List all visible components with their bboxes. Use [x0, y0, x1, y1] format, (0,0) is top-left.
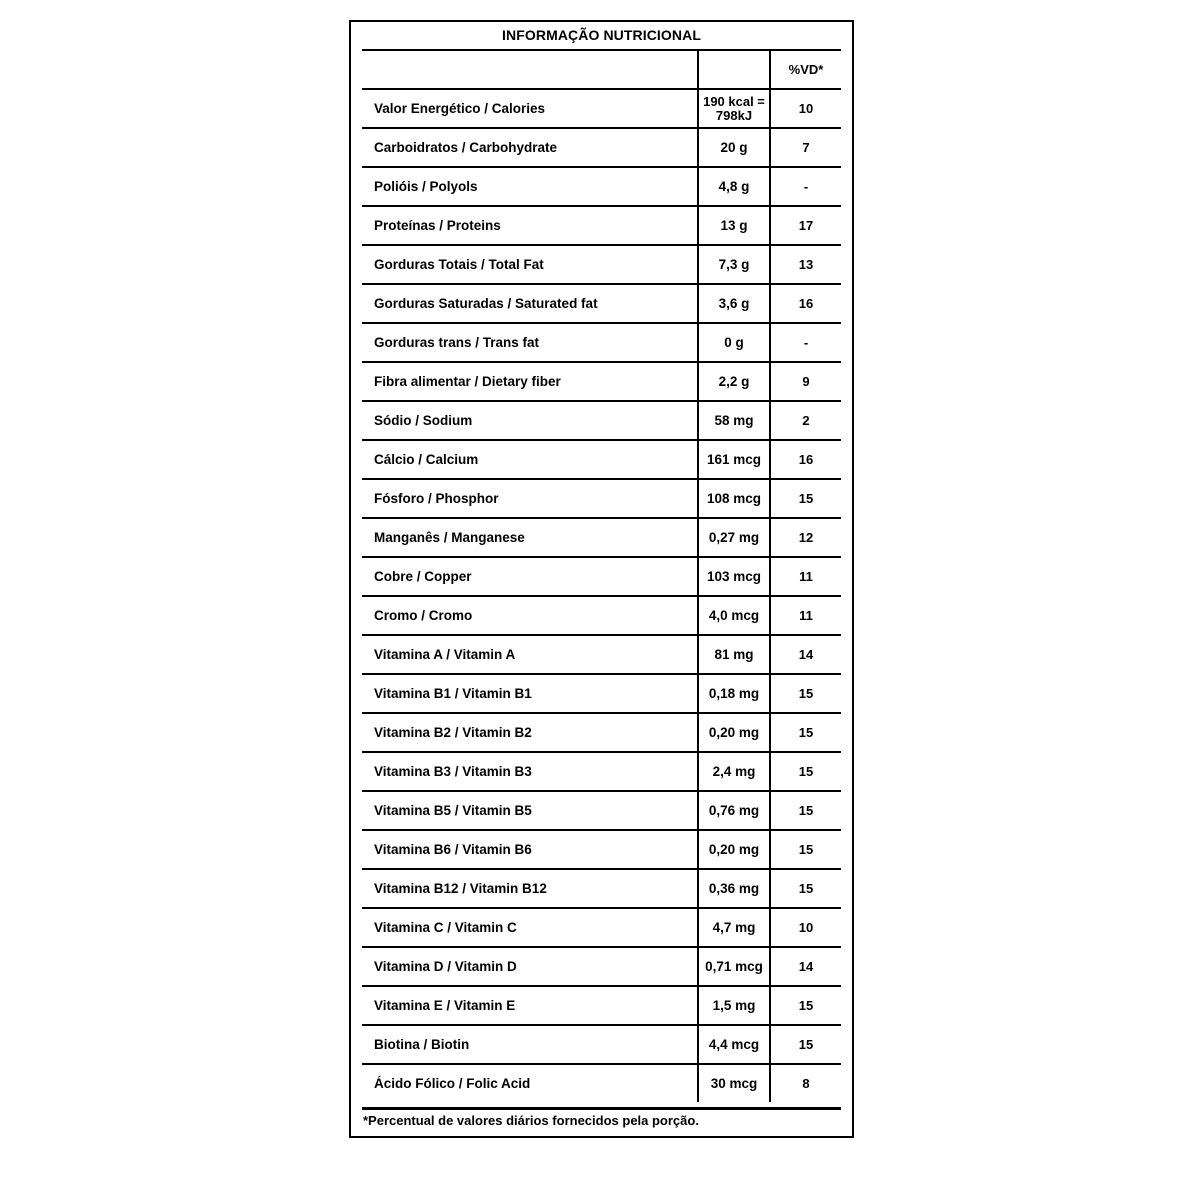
nutrient-amount: 161 mcg [699, 441, 771, 478]
nutrient-dv: 15 [798, 803, 814, 818]
nutrient-name: Gorduras Totais / Total Fat [362, 246, 699, 283]
nutrient-amount: 1,5 mg [699, 987, 771, 1024]
table-row [362, 792, 841, 831]
table-row [362, 168, 841, 207]
table-row [362, 597, 841, 636]
table-title: INFORMAÇÃO NUTRICIONAL [502, 27, 701, 43]
nutrient-dv: 15 [798, 1037, 814, 1052]
nutrient-amount: 0,18 mg [699, 675, 771, 712]
nutrient-amount: 0,20 mg [699, 714, 771, 751]
nutrient-name: Cálcio / Calcium [362, 441, 699, 478]
nutrient-name: Proteínas / Proteins [362, 207, 699, 244]
table-row [362, 870, 841, 909]
table-header-row [362, 51, 841, 90]
table-row [362, 285, 841, 324]
nutrient-amount: 0,20 mg [699, 831, 771, 868]
nutrient-dv: 16 [798, 296, 814, 311]
table-row [362, 519, 841, 558]
nutrient-dv: - [803, 179, 809, 194]
nutrition-facts-panel [349, 20, 854, 1138]
nutrient-dv: 8 [802, 1076, 810, 1091]
nutrient-name: Vitamina C / Vitamin C [362, 909, 699, 946]
table-row [362, 324, 841, 363]
table-row [362, 636, 841, 675]
nutrient-amount: 4,8 g [699, 168, 771, 205]
footnote: *Percentual de valores diários fornecidos pela porção. [363, 1113, 699, 1128]
header-dv-cell: %VD* [788, 62, 824, 77]
nutrient-name: Fósforo / Phosphor [362, 480, 699, 517]
header-nutrient-cell [362, 51, 699, 88]
nutrient-name: Cobre / Copper [362, 558, 699, 595]
table-row [362, 1065, 841, 1102]
nutrient-name: Ácido Fólico / Folic Acid [362, 1065, 699, 1102]
nutrient-amount: 108 mcg [699, 480, 771, 517]
table-row [362, 480, 841, 519]
nutrient-dv: 17 [798, 218, 814, 233]
nutrient-dv: 10 [798, 920, 814, 935]
table-row [362, 753, 841, 792]
nutrient-dv: 15 [798, 998, 814, 1013]
nutrient-amount: 0,27 mg [699, 519, 771, 556]
nutrient-dv: 15 [798, 725, 814, 740]
table-row [362, 441, 841, 480]
nutrient-amount: 58 mg [699, 402, 771, 439]
table-row [362, 246, 841, 285]
nutrient-amount: 13 g [699, 207, 771, 244]
nutrient-dv: 9 [802, 374, 810, 389]
nutrient-amount: 4,0 mcg [699, 597, 771, 634]
nutrient-dv: 2 [802, 413, 810, 428]
nutrient-name: Polióis / Polyols [362, 168, 699, 205]
nutrient-dv: 15 [798, 491, 814, 506]
table-row [362, 987, 841, 1026]
table-row [362, 207, 841, 246]
nutrient-dv: 10 [798, 101, 814, 116]
nutrient-name: Gorduras Saturadas / Saturated fat [362, 285, 699, 322]
nutrient-name: Biotina / Biotin [362, 1026, 699, 1063]
nutrient-amount: 4,4 mcg [699, 1026, 771, 1063]
nutrient-name: Vitamina B3 / Vitamin B3 [362, 753, 699, 790]
nutrient-name: Vitamina B12 / Vitamin B12 [362, 870, 699, 907]
table-row [362, 402, 841, 441]
nutrient-dv: 11 [799, 608, 813, 623]
nutrient-dv: 15 [798, 764, 814, 779]
nutrient-dv: 14 [798, 959, 814, 974]
nutrient-dv: 12 [798, 530, 814, 545]
table-row [362, 90, 841, 129]
nutrient-amount: 0,71 mcg [699, 948, 771, 985]
nutrient-amount: 0 g [699, 324, 771, 361]
table-row [362, 363, 841, 402]
table-row [362, 909, 841, 948]
nutrient-amount: 4,7 mg [699, 909, 771, 946]
header-amount-cell [699, 51, 771, 88]
footer-divider [362, 1107, 841, 1110]
nutrient-name: Vitamina B1 / Vitamin B1 [362, 675, 699, 712]
table-row [362, 129, 841, 168]
amount-line-2: 798kJ [715, 107, 753, 123]
nutrient-dv: 14 [798, 647, 814, 662]
nutrient-amount: 2,4 mg [699, 753, 771, 790]
nutrient-name: Gorduras trans / Trans fat [362, 324, 699, 361]
nutrient-dv: 15 [798, 686, 814, 701]
nutrient-name: Vitamina B2 / Vitamin B2 [362, 714, 699, 751]
nutrient-amount: 0,36 mg [699, 870, 771, 907]
nutrient-dv: 13 [798, 257, 814, 272]
nutrient-name: Manganês / Manganese [362, 519, 699, 556]
nutrient-dv: 7 [802, 140, 810, 155]
nutrition-table [362, 49, 841, 1110]
nutrient-amount [699, 90, 771, 127]
table-row [362, 1026, 841, 1065]
nutrient-dv: 16 [798, 452, 814, 467]
nutrient-dv: 15 [798, 842, 814, 857]
nutrient-name: Carboidratos / Carbohydrate [362, 129, 699, 166]
table-row [362, 558, 841, 597]
nutrient-amount: 30 mcg [699, 1065, 771, 1102]
nutrient-name: Vitamina B6 / Vitamin B6 [362, 831, 699, 868]
table-row [362, 831, 841, 870]
nutrient-amount: 103 mcg [699, 558, 771, 595]
table-row [362, 948, 841, 987]
amount-line-1: 190 kcal = [703, 93, 765, 109]
nutrient-dv: - [803, 335, 809, 350]
nutrient-name: Cromo / Cromo [362, 597, 699, 634]
nutrient-dv: 15 [798, 881, 814, 896]
nutrient-amount: 2,2 g [699, 363, 771, 400]
nutrient-name: Vitamina E / Vitamin E [362, 987, 699, 1024]
nutrient-name: Sódio / Sodium [362, 402, 699, 439]
nutrient-amount: 3,6 g [699, 285, 771, 322]
nutrient-amount: 20 g [699, 129, 771, 166]
nutrient-name: Vitamina B5 / Vitamin B5 [362, 792, 699, 829]
nutrient-name: Vitamina D / Vitamin D [362, 948, 699, 985]
nutrient-name: Vitamina A / Vitamin A [362, 636, 699, 673]
nutrient-name: Valor Energético / Calories [362, 90, 699, 127]
nutrient-dv: 11 [799, 569, 813, 584]
nutrient-name: Fibra alimentar / Dietary fiber [362, 363, 699, 400]
table-row [362, 675, 841, 714]
nutrient-amount: 0,76 mg [699, 792, 771, 829]
nutrient-amount: 7,3 g [699, 246, 771, 283]
table-row [362, 714, 841, 753]
nutrient-amount: 81 mg [699, 636, 771, 673]
